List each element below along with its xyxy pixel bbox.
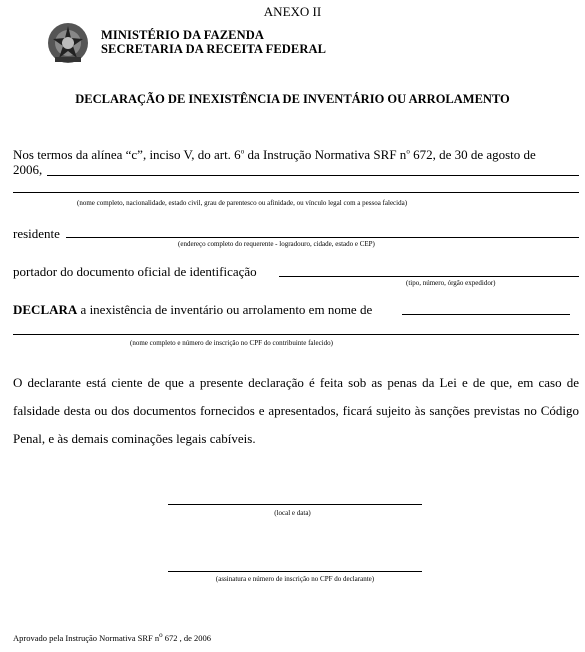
id-document-hint: (tipo, número, órgão expedidor) [406,279,496,287]
signature-hint: (assinatura e número de inscrição no CPF do declarante) [215,575,375,583]
id-document-field[interactable] [279,276,579,277]
deceased-hint: (nome completo e número de inscrição no CPF do contribuinte falecido) [130,339,333,347]
name-hint: (nome completo, nacionalidade, estado civil, grau de parentesco ou afinidade, ou vínculo legal com a pessoa falecida) [77,199,408,207]
legal-statement: O declarante está ciente de que a presente declaração é feita sob as penas da Lei e de que, em caso de falsidade desta ou dos documentos fornecidos e apresentados, ficará sujeito às sanções previstas no Código Penal, e às demais cominações legais cabíveis. [13,375,579,446]
coat-of-arms-icon [45,20,91,66]
document-title: DECLARAÇÃO DE INEXISTÊNCIA DE INVENTÁRIO OU ARROLAMENTO [75,92,510,106]
secretariat-name: SECRETARIA DA RECEITA FEDERAL [101,42,327,56]
intro-year: 2006, [13,162,43,177]
deceased-field[interactable] [402,314,570,315]
name-field-continued[interactable] [13,192,579,193]
signature-field[interactable] [168,571,422,572]
ministry-name: MINISTÉRIO DA FAZENDA [101,28,265,42]
issuer-header [101,28,326,56]
deceased-field-continued[interactable] [13,334,579,335]
place-date-hint: (local e data) [274,509,311,517]
annex-label: ANEXO II [263,4,322,19]
address-field[interactable] [66,237,579,238]
address-hint: (endereço completo do requerente - logradouro, cidade, estado e CEP) [178,240,375,248]
declaration-line: DECLARA a inexistência de inventário ou arrolamento em nome de [13,302,373,317]
intro-line: Nos termos da alínea “c”, inciso V, do art. 6$^o$ da Instrução Normativa SRF $n^o$ 672, de 30 de agosto de [13,147,536,162]
place-date-field[interactable] [168,504,422,505]
name-field[interactable] [47,175,579,176]
residente-label: residente [13,226,60,241]
document-label: portador do documento oficial de identificação [13,264,257,279]
approval-footer: Aprovado pela Instrução Normativa SRF $n^o$ 672 , de 2006 [13,631,212,643]
